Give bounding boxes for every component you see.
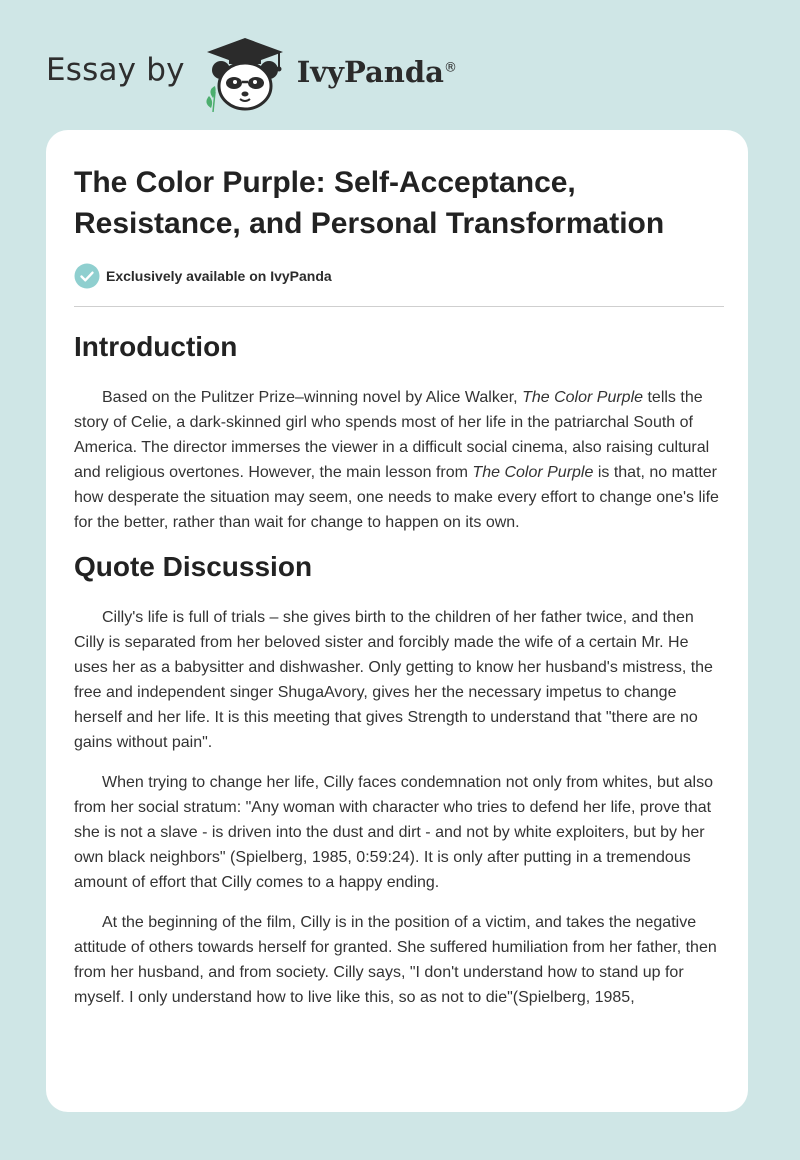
panda-logo-icon[interactable] [199,36,291,112]
essay-card [46,130,748,1112]
section-heading-quote-discussion: Quote Discussion [74,551,313,582]
divider [74,306,724,307]
paragraph: Based on the Pulitzer Prize–winning novel by Alice Walker, The Color Purple tells the story of Celie, a dark-skinned girl who spends most of her life in the patriarchal South of America. The director immerses the viewer in a difficult social cinema, also raising cultural and religious overtones. However, the main lesson from The Color Purple is that, no matter how desperate the situation may seem, one needs to make every effort to change one's life for the better, rather than wait for change to happen on its own. [74,389,719,531]
site-header [46,36,506,112]
essay-content [74,162,724,1010]
paragraph: When trying to change her life, Cilly faces condemnation not only from whites, but also from her social stratum: "Any woman with character who tries to defend her life, prove that she is not a slave - is driven into the dust and dirt - and not by white exploiters, but by her own black neighbors" (Spielberg, 1985, 0:59:24). It is only after putting in a tremendous amount of effort that Cilly comes to a happy ending. [74,774,713,891]
trademark-symbol: ® [443,60,457,76]
paragraph: At the beginning of the film, Cilly is in the position of a victim, and takes the negative attitude of others towards herself for granted. She suffered humiliation from her father, then from her husband, and from society. Cilly says, "I don't understand how to stand up for myself. I only understand how to live like this, so as not to die"(Spielberg, 1985, [74,914,717,1006]
essay-title: The Color Purple: Self-Acceptance, Resistance, and Personal Transformation [74,166,665,240]
section-heading-introduction: Introduction [74,331,238,362]
film-title: The Color Purple [472,464,594,481]
essay-by-label: Essay by [46,52,185,88]
exclusive-badge [74,262,724,290]
film-title: The Color Purple [522,389,644,406]
brand-name: IvyPanda® [296,55,457,89]
paragraph: Cilly's life is full of trials – she gives birth to the children of her father twice, and then Cilly is separated from her beloved sister and forcibly made the wife of a certain Mr. He uses her as a babysitter and dishwasher. Only getting to know her husband's mistress, the free and independent singer ShugaAvory, gives her the necessary impetus to change herself and her life. It is this meeting that gives Strength to understand that "there are no gains without pain". [74,609,713,751]
check-badge-icon [74,263,100,289]
exclusive-badge-text: Exclusively available on IvyPanda [106,268,332,284]
